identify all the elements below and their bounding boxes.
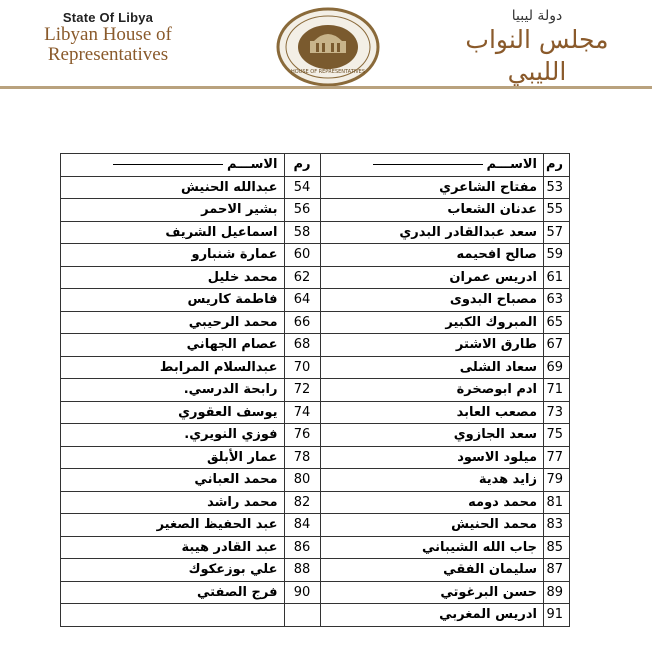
house-name-line1: Libyan House of — [44, 24, 172, 45]
member-name: فاطمة كاريس — [61, 289, 285, 312]
member-name: المبروك الكبير — [320, 311, 544, 334]
member-number: 65 — [544, 311, 570, 334]
member-number: 64 — [284, 289, 320, 312]
table-row — [61, 424, 570, 447]
member-name — [61, 604, 285, 627]
member-name: ادريس عمران — [320, 266, 544, 289]
member-number: 61 — [544, 266, 570, 289]
member-name: عبدالسلام المرابط — [61, 356, 285, 379]
member-name: زايد هدية — [320, 469, 544, 492]
member-name: محمد الحنيش — [320, 514, 544, 537]
member-name: مصعب العابد — [320, 401, 544, 424]
member-name: سعد عبدالقادر البدري — [320, 221, 544, 244]
table-row — [61, 491, 570, 514]
member-name: محمد دومه — [320, 491, 544, 514]
member-name: عبدالله الحنيش — [61, 176, 285, 199]
member-number: 87 — [544, 559, 570, 582]
table-row — [61, 244, 570, 267]
member-name: عمار الأبلق — [61, 446, 285, 469]
name-column-header — [61, 154, 285, 177]
house-name-line2: Representatives — [47, 44, 169, 65]
table-row — [61, 176, 570, 199]
member-number: 89 — [544, 581, 570, 604]
member-name: سليمان الفقي — [320, 559, 544, 582]
letterhead — [0, 0, 652, 95]
member-name: مفتاح الشاعري — [320, 176, 544, 199]
table-row — [61, 266, 570, 289]
member-name: فوزي النويري. — [61, 424, 285, 447]
table-row — [61, 581, 570, 604]
house-seal-logo — [276, 7, 380, 87]
member-number: 70 — [284, 356, 320, 379]
member-number: 66 — [284, 311, 320, 334]
member-name: محمد راشد — [61, 491, 285, 514]
member-name: عبد الحفيظ الصغير — [61, 514, 285, 537]
member-number: 57 — [544, 221, 570, 244]
member-name: محمد الرحيبي — [61, 311, 285, 334]
member-number: 76 — [284, 424, 320, 447]
member-number: 71 — [544, 379, 570, 402]
member-name: مصباح البدوى — [320, 289, 544, 312]
member-number: 74 — [284, 401, 320, 424]
table-row — [61, 401, 570, 424]
member-number — [284, 604, 320, 627]
member-name: سعد الجازوي — [320, 424, 544, 447]
number-column-header: رم — [284, 154, 320, 177]
table-row — [61, 199, 570, 222]
member-number: 79 — [544, 469, 570, 492]
member-number: 84 — [284, 514, 320, 537]
member-number: 82 — [284, 491, 320, 514]
state-of-libya-label: State Of Libya — [62, 10, 154, 25]
table-row — [61, 446, 570, 469]
member-number: 58 — [284, 221, 320, 244]
letterhead-divider — [0, 86, 652, 89]
house-name-arabic: مجلس النواب الليبي — [465, 25, 609, 86]
member-name: ادريس المغربي — [320, 604, 544, 627]
member-number: 54 — [284, 176, 320, 199]
member-number: 81 — [544, 491, 570, 514]
member-number: 77 — [544, 446, 570, 469]
name-column-header-text: الاســـم — [486, 157, 537, 173]
table-row — [61, 469, 570, 492]
arabic-letterhead — [442, 8, 632, 88]
member-name: محمد العباني — [61, 469, 285, 492]
table-row — [61, 536, 570, 559]
member-name: حسن البرغوتي — [320, 581, 544, 604]
member-name: عمارة شنبارو — [61, 244, 285, 267]
member-name: سعاد الشلى — [320, 356, 544, 379]
member-name: عصام الجهاني — [61, 334, 285, 357]
member-number: 86 — [284, 536, 320, 559]
member-name: اسماعيل الشريف — [61, 221, 285, 244]
table-row — [61, 356, 570, 379]
table-row — [61, 221, 570, 244]
member-number: 67 — [544, 334, 570, 357]
member-number: 80 — [284, 469, 320, 492]
table-row — [61, 559, 570, 582]
table-row — [61, 289, 570, 312]
members-table — [60, 153, 570, 627]
seal-ring-text: HOUSE OF REPRESENTATIVES — [290, 69, 366, 75]
member-number: 88 — [284, 559, 320, 582]
member-name: فرج الصفتي — [61, 581, 285, 604]
member-name: جاب الله الشيباني — [320, 536, 544, 559]
member-number: 83 — [544, 514, 570, 537]
member-number: 68 — [284, 334, 320, 357]
member-number: 73 — [544, 401, 570, 424]
member-name: ادم ابوصخرة — [320, 379, 544, 402]
english-letterhead — [8, 10, 208, 65]
member-number: 75 — [544, 424, 570, 447]
table-row — [61, 514, 570, 537]
member-number: 72 — [284, 379, 320, 402]
member-name: علي بوزعكوك — [61, 559, 285, 582]
member-name: ميلود الاسود — [320, 446, 544, 469]
state-of-libya-arabic: دولة ليبيا — [511, 8, 563, 24]
member-number: 91 — [544, 604, 570, 627]
table-row — [61, 379, 570, 402]
member-number: 53 — [544, 176, 570, 199]
member-number: 62 — [284, 266, 320, 289]
table-header-row — [61, 154, 570, 177]
member-number: 85 — [544, 536, 570, 559]
member-name: يوسف العقوري — [61, 401, 285, 424]
number-column-header: رم — [544, 154, 570, 177]
member-name: صالح افحيمه — [320, 244, 544, 267]
member-number: 60 — [284, 244, 320, 267]
member-name: بشير الاحمر — [61, 199, 285, 222]
name-column-header-text: الاســـم — [227, 157, 278, 173]
member-number: 55 — [544, 199, 570, 222]
table-row — [61, 604, 570, 627]
member-name: طارق الاشتر — [320, 334, 544, 357]
header-underline — [373, 164, 483, 165]
name-column-header — [320, 154, 544, 177]
table-row — [61, 334, 570, 357]
member-name: عبد القادر هيبة — [61, 536, 285, 559]
member-number: 78 — [284, 446, 320, 469]
member-name: عدنان الشعاب — [320, 199, 544, 222]
member-number: 56 — [284, 199, 320, 222]
table-row — [61, 311, 570, 334]
member-name: رابحة الدرسي. — [61, 379, 285, 402]
member-number: 90 — [284, 581, 320, 604]
member-number: 59 — [544, 244, 570, 267]
member-number: 69 — [544, 356, 570, 379]
member-name: محمد خليل — [61, 266, 285, 289]
header-underline — [113, 164, 223, 165]
member-number: 63 — [544, 289, 570, 312]
